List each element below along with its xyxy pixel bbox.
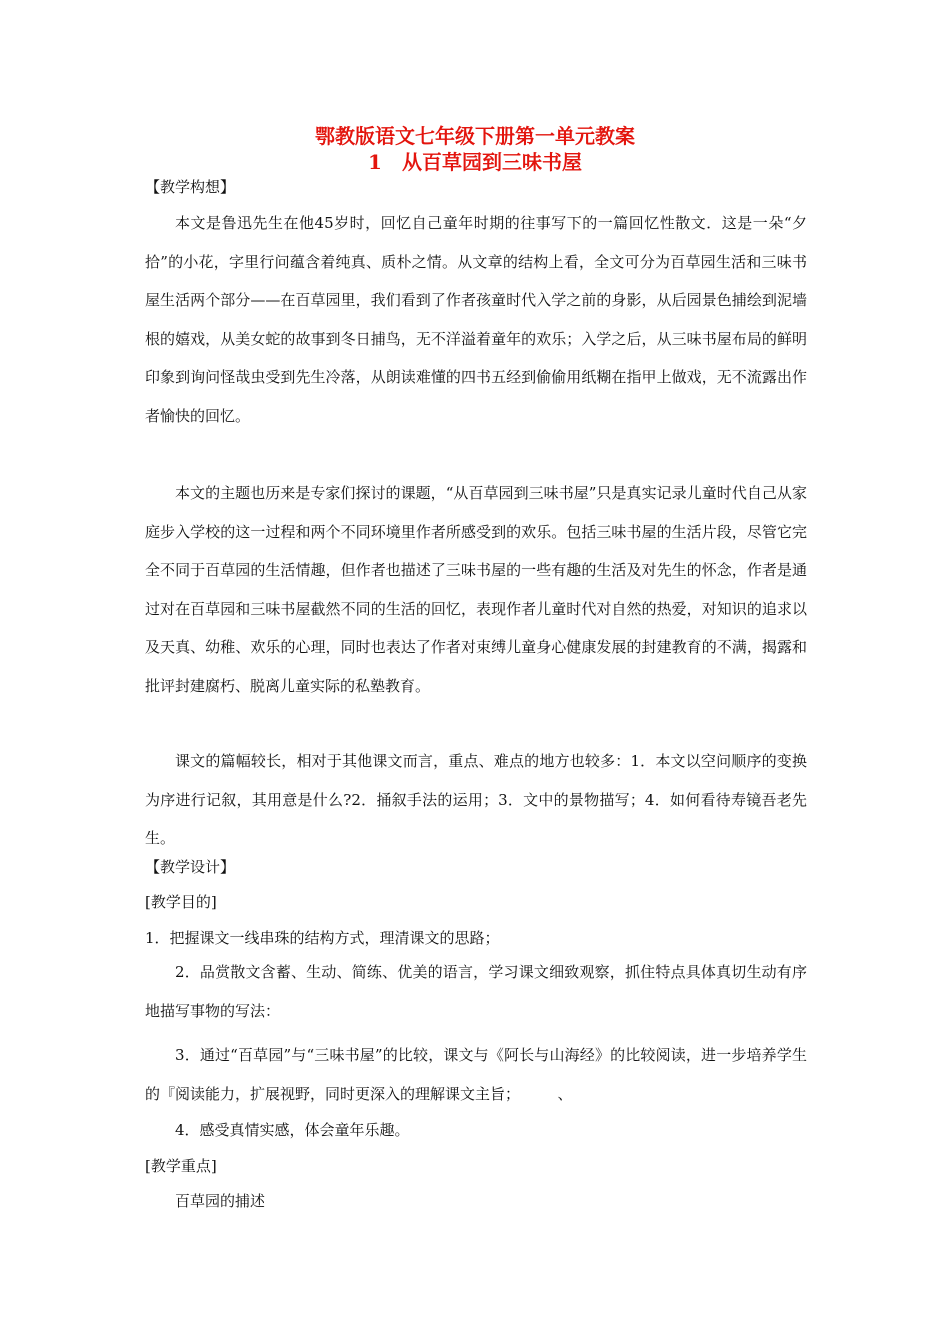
section-heading-design: 【教学设计】 <box>145 858 236 876</box>
objectives-heading: [教学目的] <box>145 893 217 911</box>
objective-item-4: 4．感受真情实感，体会童年乐趣。 <box>175 1121 410 1139</box>
objective-item-2: 2．品赏散文含蓄、生动、简练、优美的语言，学习课文细致观察，抓住特点具体真切生动有序地描写事物的写法： <box>145 963 807 1020</box>
concept-paragraph-1: 本文是鲁迅先生在他45岁时，回忆自己童年时期的往事写下的一篇回忆性散文．这是一朵“夕拾”的小花，字里行问蕴含着纯真、质朴之情。从文章的结构上看，全文可分为百草园生活和三味书屋生活两个部分——在百草园里，我们看到了作者孩童时代入学之前的身影，从后园景色捕绘到泥墙根的嬉戏，从美女蛇的故事到冬日捕鸟，无不洋溢着童年的欢乐；入学之后，从三味书屋布局的鲜明印象到询问怪哉虫受到先生冷落，从朗读难懂的四书五经到偷偷用纸糊在指甲上做戏，无不流露出作者愉快的回忆。 <box>145 214 807 425</box>
lesson-title: 1 从百草园到三味书屋 <box>368 150 582 174</box>
concept-paragraph-3: 课文的篇幅较长，相对于其他课文而言，重点、难点的地方也较多：1．本文以空问顺序的变换为序进行记叙，其用意是什么?2．捅叙手法的运用；3．文中的景物描写；4．如何看待寿镜吾老先生。 <box>145 752 807 847</box>
section-heading-concept: 【教学构想】 <box>145 178 236 196</box>
objective-item-1: 1．把握课文一线串珠的结构方式，理清课文的思路； <box>145 929 500 947</box>
key-point-item-1: 百草园的捕述 <box>175 1192 266 1210</box>
document-title: 鄂教版语文七年级下册第一单元教案 <box>315 124 635 148</box>
concept-paragraph-2: 本文的主题也历来是专家们探讨的课题，“从百草园到三味书屋”只是真实记录儿童时代自己从家庭步入学校的这一过程和两个不同环境里作者所感受到的欢乐。包括三味书屋的生活片段，尽管它完全不同于百草园的生活情趣，但作者也描述了三味书屋的一些有趣的生活及对先生的怀念，作者是通过对在百草园和三味书屋截然不同的生活的回忆，表现作者儿童时代对自然的热爱，对知识的追求以及天真、幼稚、欢乐的心理，同时也表达了作者对束缚儿童身心健康发展的封建教育的不满，揭露和批评封建腐朽、脱离儿童实际的私塾教育。 <box>145 484 807 695</box>
objective-item-3: 3．通过“百草园”与“三味书屋”的比较，课文与《阿长与山海经》的比较阅读，进一步培养学生的『阅读能力，扩展视野，同时更深入的理解课文主旨； 、 <box>145 1046 807 1103</box>
key-points-heading: [教学重点] <box>145 1157 217 1175</box>
